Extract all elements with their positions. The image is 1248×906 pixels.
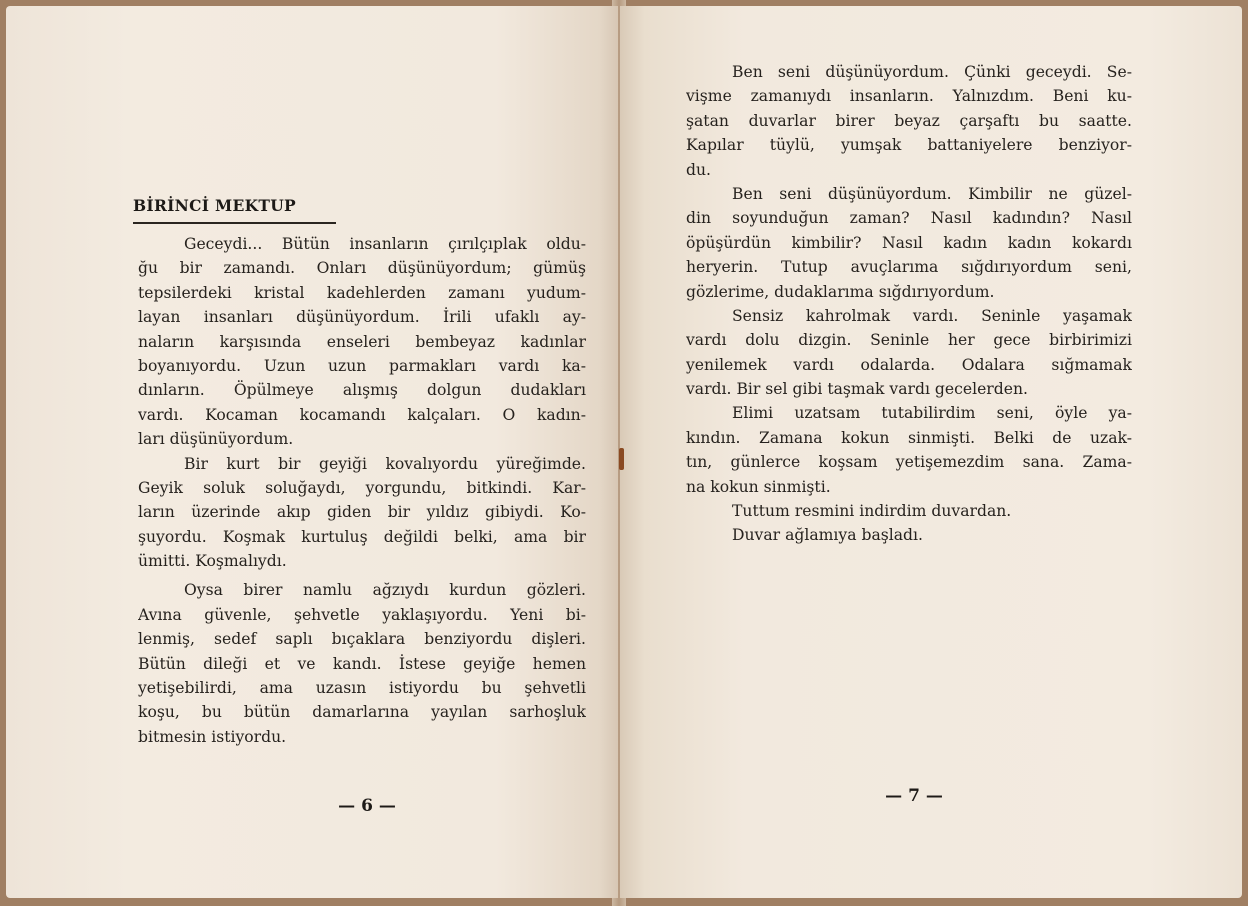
text-line: yetişebilirdi, ama uzasın istiyordu bu şehvetli: [138, 679, 586, 698]
text-line: Duvar ağlamıya başladı.: [732, 526, 923, 545]
text-line: Elimi uzatsam tutabilirdim seni, öyle ya-: [732, 404, 1132, 423]
text-line: yenilemek vardı odalarda. Odalara sığmamak: [686, 355, 1132, 374]
text-line: vardı. Bir sel gibi taşmak vardı gecelerden.: [686, 380, 1028, 399]
text-line: öpüşürdün kimbilir? Nasıl kadın kadın kokardı: [686, 233, 1132, 252]
text-line: na kokun sinmişti.: [686, 477, 831, 496]
text-line: şatan duvarlar birer beyaz çarşaftı bu saatte.: [686, 111, 1132, 130]
chapter-heading: BİRİNCİ MEKTUP: [133, 196, 296, 215]
heading-underline: [133, 222, 336, 224]
text-line: ların üzerinde akıp giden bir yıldız gibiydi. Ko-: [138, 503, 586, 522]
text-line: bitmesin istiyordu.: [138, 727, 287, 746]
text-line: Oysa birer namlu ağzıydı kurdun gözleri.: [184, 581, 586, 600]
text-line: din soyunduğun zaman? Nasıl kadındın? Nasıl: [686, 209, 1132, 228]
text-line: dınların. Öpülmeye alışmış dolgun dudakları: [138, 381, 586, 400]
text-line: naların karşısında enseleri bembeyaz kadınlar: [138, 332, 586, 351]
text-line: lenmiş, sedef saplı bıçaklara benziyordu dişleri.: [138, 630, 586, 649]
text-line: Avına güvenle, şehvetle yaklaşıyordu. Yeni bi-: [138, 605, 586, 624]
text-line: gözlerime, dudaklarıma sığdırıyordum.: [686, 282, 995, 301]
text-line: koşu, bu bütün damarlarına yayılan sarhoşluk: [138, 703, 586, 722]
right-page-text: [686, 60, 1132, 548]
text-line: boyanıyordu. Uzun uzun parmakları vardı ka-: [138, 356, 586, 375]
text-line: Bütün dileği et ve kandı. İstese geyiğe hemen: [138, 654, 586, 673]
text-line: ları düşünüyordum.: [138, 430, 294, 449]
text-line: Tuttum resmini indirdim duvardan.: [732, 502, 1012, 521]
left-page-text: [138, 232, 586, 749]
text-line: Ben seni düşünüyordum. Kimbilir ne güzel-: [732, 184, 1132, 203]
text-line: Ben seni düşünüyordum. Çünki geceydi. Se-: [732, 63, 1132, 81]
text-line: Kapılar tüylü, yumşak battaniyelere benziyor-: [686, 136, 1132, 155]
page-number-right: — 7 —: [885, 786, 943, 806]
text-line: Bir kurt bir geyiği kovalıyordu yüreğimde.: [184, 454, 586, 473]
text-line: Sensiz kahrolmak vardı. Seninle yaşamak: [732, 306, 1132, 325]
text-line: ümitti. Koşmalıydı.: [138, 552, 287, 571]
text-line: heryerin. Tutup avuçlarıma sığdırıyordum seni,: [686, 258, 1132, 277]
text-line: layan insanları düşünüyordum. İrili ufaklı ay-: [138, 308, 586, 327]
text-line: vişme zamanıydı insanların. Yalnızdım. Beni ku-: [686, 87, 1132, 106]
text-line: Geceydi... Bütün insanların çırılçıplak oldu-: [184, 235, 586, 253]
text-line: tın, günlerce koşsam yetişemezdim sana. Zama-: [686, 453, 1132, 472]
binding-thread: [619, 448, 624, 470]
text-line: şuyordu. Koşmak kurtuluş değildi belki, ama bir: [138, 527, 586, 546]
text-line: Geyik soluk soluğaydı, yorgundu, bitkindi. Kar-: [138, 478, 586, 497]
text-line: vardı. Kocaman kocamandı kalçaları. O kadın-: [138, 405, 586, 424]
text-line: tepsilerdeki kristal kadehlerden zamanı yudum-: [138, 283, 586, 302]
text-line: ğu bir zamandı. Onları düşünüyordum; gümüş: [138, 259, 586, 278]
page-number-left: — 6 —: [338, 796, 396, 816]
text-line: du.: [686, 160, 711, 179]
text-line: kındın. Zamana kokun sinmişti. Belki de uzak-: [686, 428, 1132, 447]
text-line: vardı dolu dizgin. Seninle her gece birbirimizi: [686, 331, 1132, 350]
